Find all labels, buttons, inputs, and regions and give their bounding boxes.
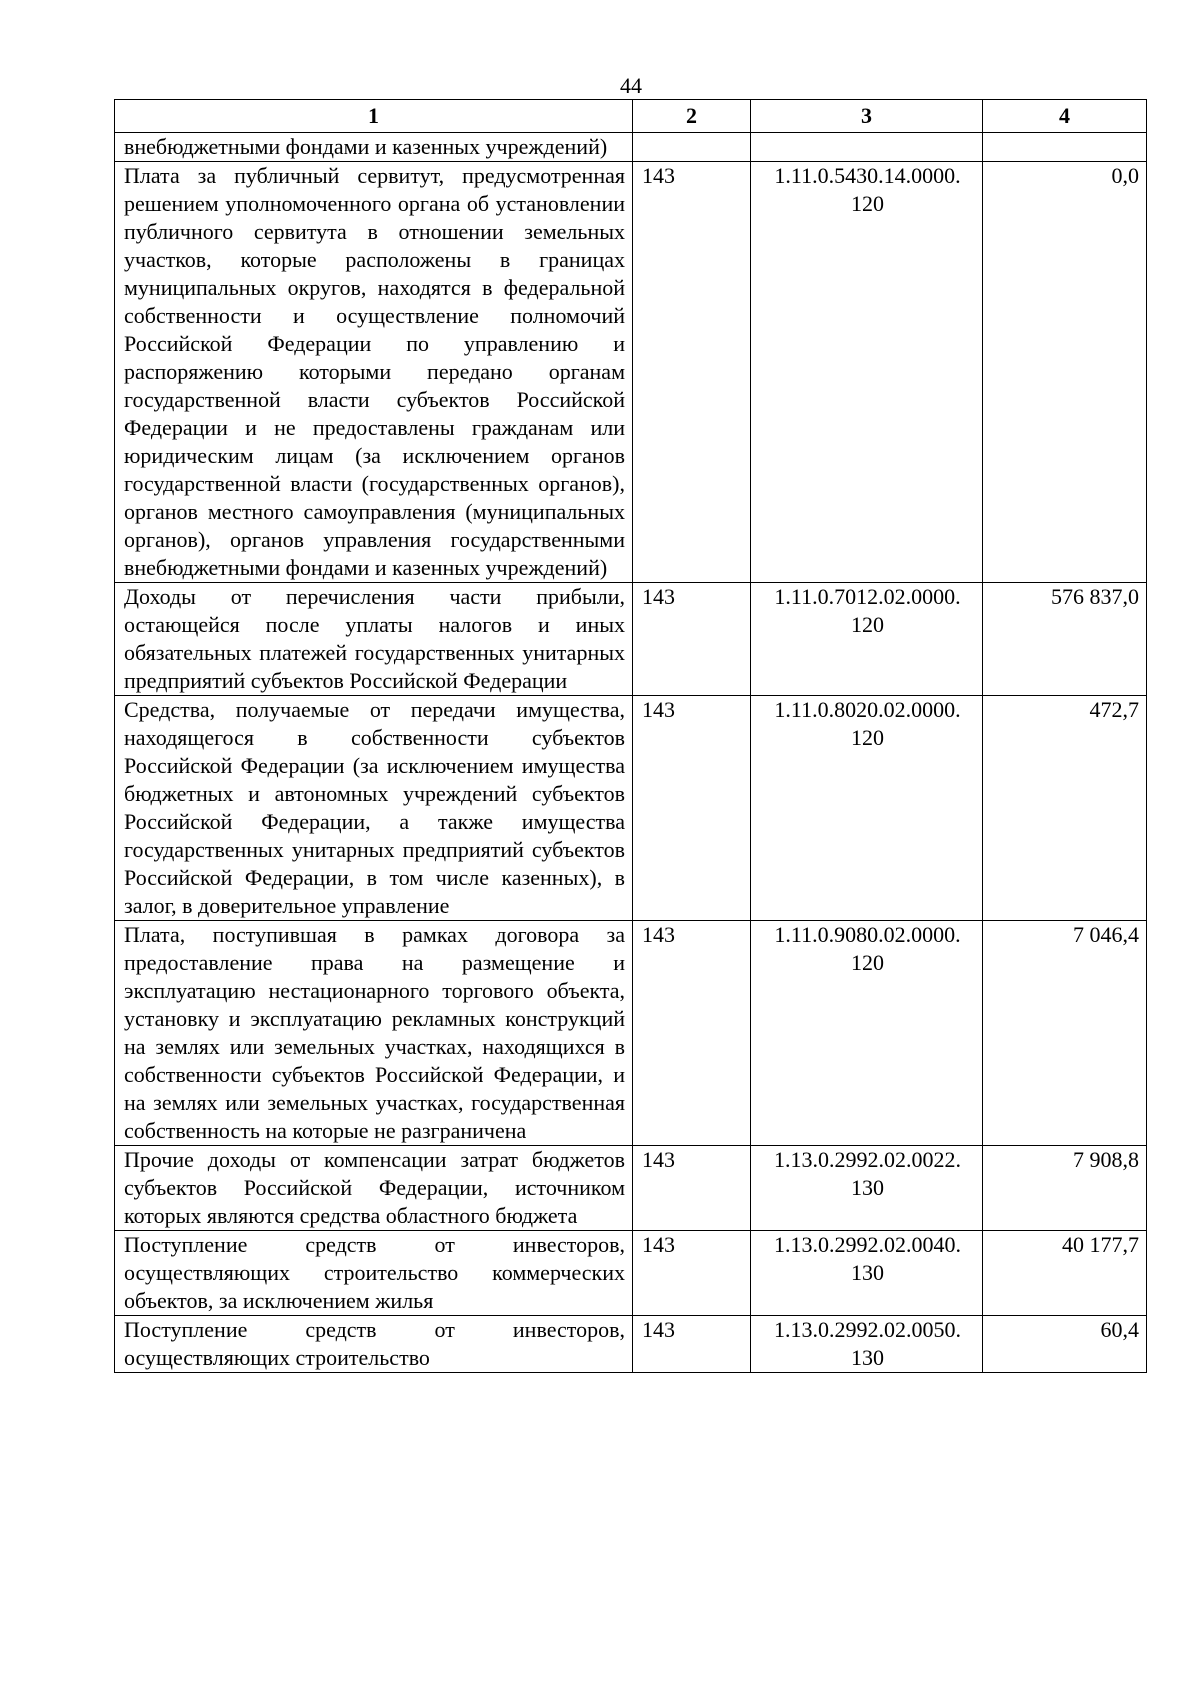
row-description: Плата за публичный сервитут, предусмотренная решением уполномоченного органа об установлении публичного сервитута в отношении земельных участков, которые расположены в границах муниципальных округов, находятся в федеральной собственности и осуществление полномочий Российской Федерации по управлению и распоряжению которыми передано органам государственной власти субъектов Российской Федерации и не предоставлены гражданам или юридическим лицам (за исключением органов государственной власти (государственных органов), органов местного самоуправления (муниципальных органов), органов управления государственными внебюджетными фондами и казенных учреждений) (115, 162, 633, 583)
budget-code-part2: 130 (851, 1260, 884, 1285)
row-amount: 472,7 (983, 696, 1147, 921)
row-amount: 7 046,4 (983, 921, 1147, 1146)
budget-code-part1: 1.13.0.2992.02.0040. (774, 1232, 961, 1257)
budget-code-part2: 120 (851, 191, 884, 216)
budget-code-part2: 130 (851, 1175, 884, 1200)
row-admin-code (633, 133, 751, 162)
table-row (115, 583, 1147, 696)
table-row (115, 1231, 1147, 1316)
row-description: внебюджетными фондами и казенных учреждений) (115, 133, 633, 162)
budget-code-part1: 1.11.0.8020.02.0000. (774, 697, 961, 722)
column-header-3: 3 (751, 100, 983, 133)
row-admin-code: 143 (633, 921, 751, 1146)
page-number: 44 (620, 73, 642, 98)
column-header-2: 2 (633, 100, 751, 133)
budget-code-part1: 1.11.0.7012.02.0000. (774, 584, 961, 609)
budget-code-part2: 120 (851, 950, 884, 975)
row-admin-code: 143 (633, 1231, 751, 1316)
row-budget-code (751, 1231, 983, 1316)
budget-code-part1: 1.11.0.9080.02.0000. (774, 922, 961, 947)
row-description: Доходы от перечисления части прибыли, остающейся после уплаты налогов и иных обязательных платежей государственных унитарных предприятий субъектов Российской Федерации (115, 583, 633, 696)
row-admin-code: 143 (633, 1146, 751, 1231)
table-row (115, 133, 1147, 162)
row-budget-code (751, 921, 983, 1146)
table-row (115, 921, 1147, 1146)
row-amount: 0,0 (983, 162, 1147, 583)
budget-code-part1: 1.13.0.2992.02.0050. (774, 1317, 961, 1342)
table-row (115, 696, 1147, 921)
table-row (115, 162, 1147, 583)
budget-code-part2: 130 (851, 1345, 884, 1370)
budget-code-part1: 1.13.0.2992.02.0022. (774, 1147, 961, 1172)
row-admin-code: 143 (633, 1316, 751, 1373)
row-description: Средства, получаемые от передачи имущества, находящегося в собственности субъектов Российской Федерации (за исключением имущества бюджетных и автономных учреждений субъектов Российской Федерации, а также имущества государственных унитарных предприятий субъектов Российской Федерации, в том числе казенных), в залог, в доверительное управление (115, 696, 633, 921)
row-budget-code (751, 162, 983, 583)
budget-code-part1: 1.11.0.5430.14.0000. (774, 163, 961, 188)
row-budget-code (751, 1146, 983, 1231)
row-amount: 60,4 (983, 1316, 1147, 1373)
row-budget-code (751, 583, 983, 696)
row-description: Плата, поступившая в рамках договора за предоставление права на размещение и эксплуатацию нестационарного торгового объекта, установку и эксплуатацию рекламных конструкций на землях или земельных участках, находящихся в собственности субъектов Российской Федерации, и на землях или земельных участках, государственная собственность на которые не разграничена (115, 921, 633, 1146)
row-description: Поступление средств от инвесторов, осуществляющих строительство (115, 1316, 633, 1373)
row-amount (983, 133, 1147, 162)
column-header-1: 1 (115, 100, 633, 133)
row-description: Прочие доходы от компенсации затрат бюджетов субъектов Российской Федерации, источником которых являются средства областного бюджета (115, 1146, 633, 1231)
row-budget-code (751, 696, 983, 921)
column-header-4: 4 (983, 100, 1147, 133)
table-header-row (115, 100, 1147, 133)
budget-code-part2: 120 (851, 725, 884, 750)
row-budget-code (751, 1316, 983, 1373)
row-admin-code: 143 (633, 583, 751, 696)
row-admin-code: 143 (633, 696, 751, 921)
table-row (115, 1146, 1147, 1231)
row-budget-code (751, 133, 983, 162)
row-admin-code: 143 (633, 162, 751, 583)
budget-code-part2: 120 (851, 612, 884, 637)
row-amount: 7 908,8 (983, 1146, 1147, 1231)
row-amount: 576 837,0 (983, 583, 1147, 696)
table-row (115, 1316, 1147, 1373)
row-description: Поступление средств от инвесторов, осуществляющих строительство коммерческих объектов, за исключением жилья (115, 1231, 633, 1316)
budget-revenue-table (114, 99, 1147, 1373)
row-amount: 40 177,7 (983, 1231, 1147, 1316)
